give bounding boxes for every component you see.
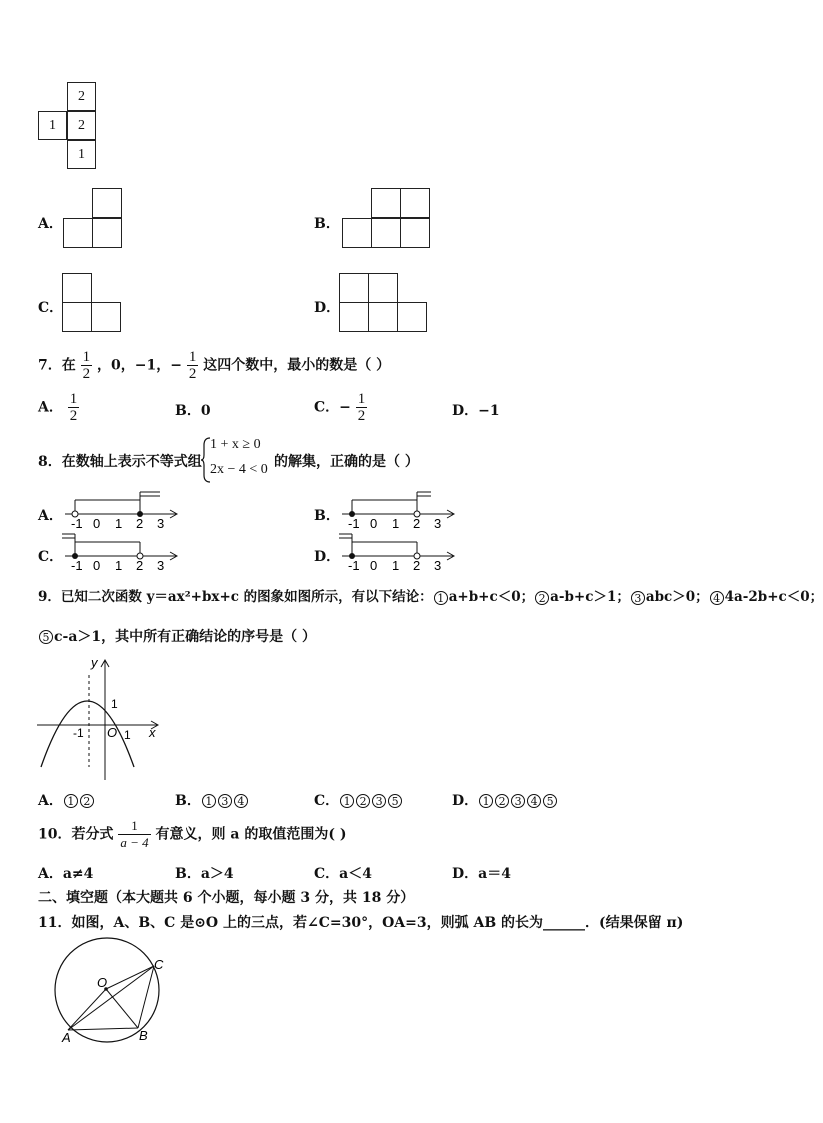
q7-prefix: 7．在 xyxy=(38,357,76,374)
q9-line1: 9．已知二次函数 y＝ax²+bx+c 的图象如图所示，有以下结论： 1 a+b+c＜0； 2 a-b+c＞1； 3 abc＞0； 4 4a-2b+c＜0； xyxy=(38,589,823,605)
one-x-label: 1 xyxy=(124,728,131,742)
tick-label: 3 xyxy=(434,516,442,531)
tick-label: 1 xyxy=(115,516,123,531)
q9-option-d: D． 1 2 3 4 5 xyxy=(452,790,558,810)
q9-line2: 5 c-a＞1，其中所有正确结论的序号是（ ） xyxy=(38,628,316,646)
q11-stem: 11．如图，A、B、C 是⊙O 上的三点，若∠C=30°，OA=3，则弧 AB 的长为______．(结果保留 π) xyxy=(38,915,684,931)
q7-stem xyxy=(38,349,390,382)
circled-number: 4 xyxy=(710,591,724,605)
tick-label: -1 xyxy=(348,558,360,573)
q8-option-c-label: C． xyxy=(38,549,64,565)
circled-number: 5 xyxy=(39,630,53,644)
circled-number: 1 xyxy=(434,591,448,605)
origin-label: O xyxy=(107,725,118,740)
q7-mid-text: ，0，−1，− xyxy=(97,357,182,374)
q7-option-a-fraction: $\frac{1}{2}$ xyxy=(69,391,78,424)
q8-option-b-label: B． xyxy=(314,508,340,524)
q8-prefix: 8．在数轴上表示不等式组 xyxy=(38,454,202,470)
q10-option-b: B．a＞4 xyxy=(175,866,234,882)
axis-label-y: y xyxy=(91,655,98,670)
circled-number: 2 xyxy=(535,591,549,605)
q8-number-line-c xyxy=(60,530,185,572)
tick-label: 2 xyxy=(136,516,144,531)
q11-circle-figure xyxy=(50,938,170,1046)
tick-label: 3 xyxy=(434,558,442,573)
q9-option-c: C． 1 2 3 5 xyxy=(314,790,403,810)
q6-option-a-label: A． xyxy=(38,216,63,232)
section-heading: 二、填空题（本大题共 6 个小题，每小题 3 分，共 18 分） xyxy=(38,890,415,906)
q8-option-d-label: D． xyxy=(314,549,341,565)
net-cell-top: 2 xyxy=(67,82,96,111)
q7-suffix: 这四个数中，最小的数是（ ） xyxy=(203,357,391,374)
net-cell-left: 1 xyxy=(38,111,67,140)
tick-label: 0 xyxy=(370,558,378,573)
tick-label: 1 xyxy=(115,558,123,573)
tick-label: -1 xyxy=(71,558,83,573)
q6-option-d-label: D． xyxy=(314,300,341,316)
tick-label: 1 xyxy=(392,516,400,531)
q7-option-c-fraction: $\frac{1}{2}$ xyxy=(357,391,366,424)
q6-option-b-label: B． xyxy=(314,216,340,232)
tick-label: 2 xyxy=(413,558,421,573)
tick-label: -1 xyxy=(71,516,83,531)
q6-option-c-label: C． xyxy=(38,300,64,316)
tick-label: 0 xyxy=(370,516,378,531)
q8-number-line-a xyxy=(60,488,185,530)
circled-number: 3 xyxy=(631,591,645,605)
q10-fraction: $\frac{1}{a - 4}$ xyxy=(120,818,149,850)
tick-label: 0 xyxy=(93,516,101,531)
point-label-b: B xyxy=(139,1028,148,1043)
q8-ineq2: 2x − 4 < 0 xyxy=(210,462,268,477)
q8-inequality-system xyxy=(200,437,276,483)
tick-label: 1 xyxy=(392,558,400,573)
q7-option-a: A． $\frac{1}{2}$ xyxy=(38,391,78,424)
q10-option-a: A．a≠4 xyxy=(38,866,94,882)
point-label-c: C xyxy=(154,957,164,972)
q10-option-d: D．a＝4 xyxy=(452,866,511,882)
tick-label: 2 xyxy=(136,558,144,573)
point-label-a: A xyxy=(62,1030,71,1045)
point-label-o: O xyxy=(97,975,108,990)
q8-number-line-b xyxy=(337,488,462,530)
q10-option-c: C．a＜4 xyxy=(314,866,372,882)
q7-option-d: D．−1 xyxy=(452,403,500,419)
y-intercept-label: 1 xyxy=(111,697,118,711)
tick-label: 3 xyxy=(157,558,165,573)
net-cell-bottom: 1 xyxy=(67,140,96,169)
q7-fraction-half: $\frac{1}{2}$ xyxy=(82,349,91,382)
q8-suffix: 的解集，正确的是（ ） xyxy=(274,454,419,470)
q8-ineq1: 1 + x ≥ 0 xyxy=(210,437,261,452)
q7-option-b: B．0 xyxy=(175,403,211,419)
q9-option-b: B． 1 3 4 xyxy=(175,790,249,810)
tick-label: 0 xyxy=(93,558,101,573)
tick-label: -1 xyxy=(348,516,360,531)
q7-option-c: C．− $\frac{1}{2}$ xyxy=(314,391,366,424)
q7-fraction-half-neg: $\frac{1}{2}$ xyxy=(188,349,197,382)
axis-label-x: x xyxy=(149,725,156,740)
q9-parabola-graph xyxy=(35,655,165,783)
q8-number-line-d xyxy=(337,530,462,572)
q8-option-a-label: A． xyxy=(38,508,63,524)
neg-one-label: -1 xyxy=(73,726,84,740)
tick-label: 3 xyxy=(157,516,165,531)
q10-stem: 10．若分式 $\frac{1}{a - 4}$ 有意义，则 a 的取值范围为( ) xyxy=(38,818,347,850)
tick-label: 2 xyxy=(413,516,421,531)
net-cell-middle: 2 xyxy=(67,111,96,140)
q9-option-a: A． 1 2 xyxy=(38,790,95,810)
